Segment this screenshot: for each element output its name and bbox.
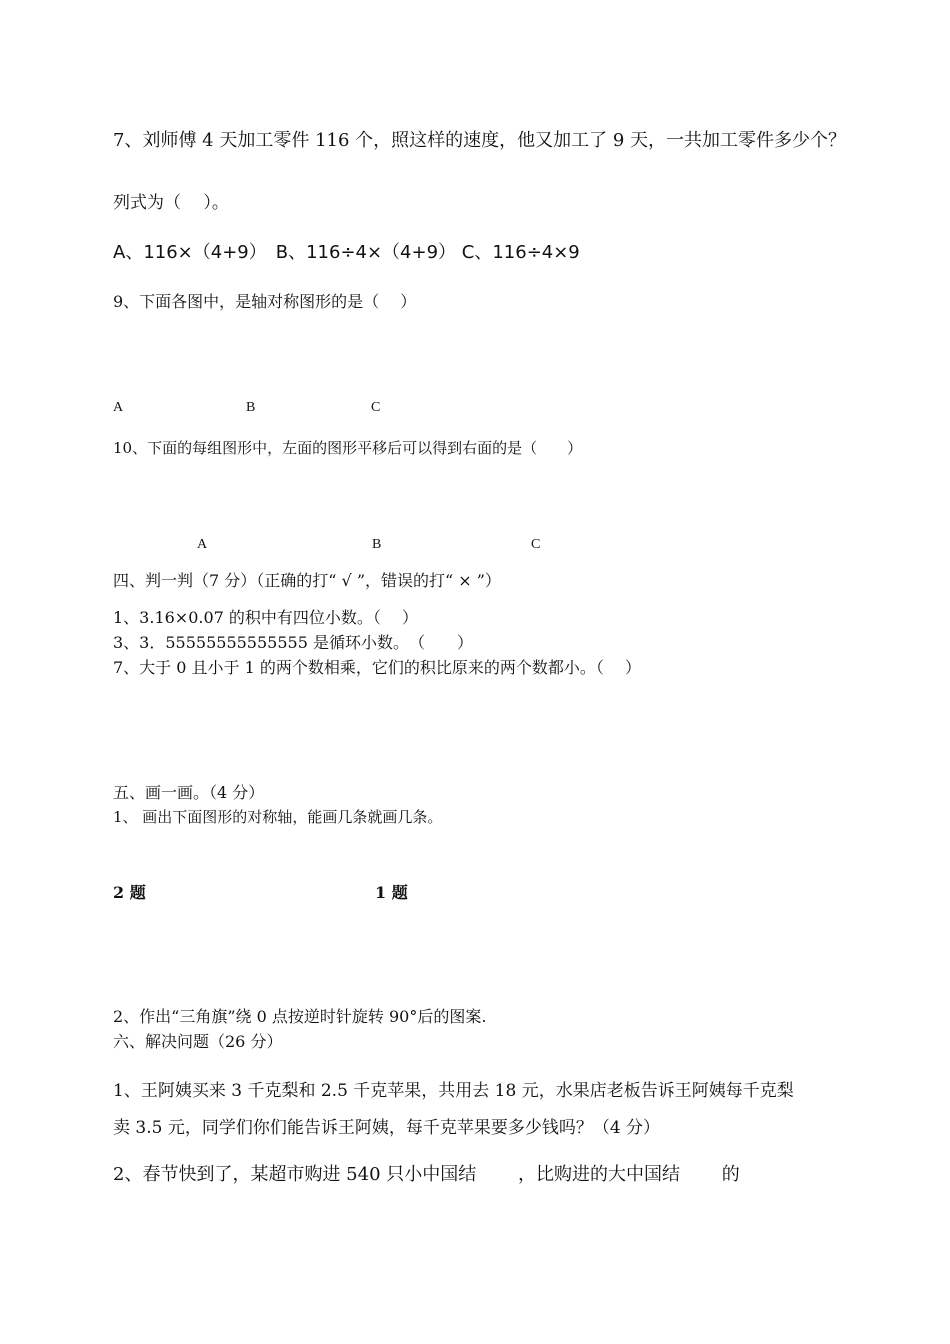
q9-option-a-label: A [113, 400, 124, 415]
q7-stem: 7、刘师傅 4 天加工零件 116 个，照这样的速度，他又加工了 9 天，一共加工零件多少个？ [113, 130, 847, 151]
q9-stem: 9、下面各图中，是轴对称图形的是（ ） [113, 292, 417, 311]
q10-stem: 10、下面的每组图形中，左面的图形平移后可以得到右面的是（ ） [113, 439, 583, 457]
q10-option-a-label: A [197, 537, 208, 552]
section6-problem-1-line-2: 卖 3.5 元，同学们你们能告诉王阿姨，每千克苹果要多少钱吗？（4 分） [113, 1118, 661, 1138]
q9-option-c-label: C [371, 400, 381, 415]
section4-item-7: 7、大于 0 且小于 1 的两个数相乘，它们的积比原来的两个数都小。（ ） [113, 658, 641, 677]
section6-problem-2-line-1: 2、春节快到了，某超市购进 540 只小中国结 ，比购进的大中国结 的 [113, 1164, 740, 1185]
section4-heading: 四、判一判（7 分）（正确的打“ √ ”，错误的打“ × ”） [113, 571, 501, 590]
section6-heading: 六、解决问题（26 分） [113, 1032, 283, 1051]
section5-heading: 五、画一画。（4 分） [113, 783, 265, 802]
section5-item-2: 2、作出“三角旗”绕 0 点按逆时针旋转 90°后的图案. [113, 1007, 487, 1026]
q9-option-b-label: B [246, 400, 256, 415]
section4-item-1: 1、3.16×0.07 的积中有四位小数。（ ） [113, 608, 419, 627]
section5-item-1: 1、 画出下面图形的对称轴，能画几条就画几条。 [113, 808, 443, 826]
q7-options: A、116×（4+9） B、116÷4×（4+9） C、116÷4×9 [113, 242, 580, 263]
section6-problem-1-line-1: 1、王阿姨买来 3 千克梨和 2.5 千克苹果，共用去 18 元，水果店老板告诉王阿姨每千克梨 [113, 1081, 794, 1101]
section5-label-1: 1 题 [375, 883, 408, 902]
q10-option-b-label: B [372, 537, 382, 552]
section4-item-3: 3、3．55555555555555 是循环小数。 （ ） [113, 633, 473, 652]
q7-formula: 列式为（ ）。 [113, 193, 229, 213]
section5-label-2: 2 题 [113, 883, 146, 902]
q10-option-c-label: C [531, 537, 541, 552]
